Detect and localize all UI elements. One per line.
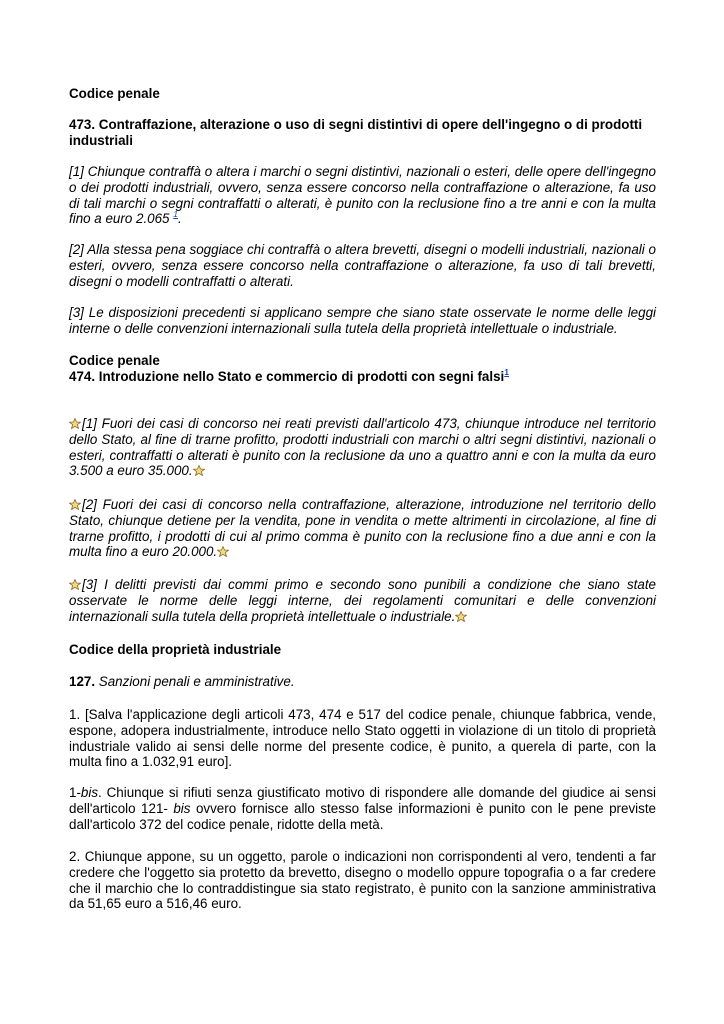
paragraph: 1. [Salva l'applicazione degli articoli 473, 474 e 517 del codice penale, chiunque fabbrica, vende, espone, adopera industrialmente, introduce nello Stato oggetti in violazione di un titolo di proprietà industriale valido ai sensi delle norme del presente codice, è punito, a querela di parte, con la multa fino a 1.032,91 euro].	[69, 707, 656, 770]
paragraph: [1] Fuori dei casi di concorso nei reati previsti dall'articolo 473, chiunque introduce nel territorio dello Stato, al fine di trarne profitto, prodotti industriali con marchi o altri segni distintivi, nazionali o esteri, contraffatti o alterati è punito con la reclusione da uno a quattro anni e con la multa da euro 3.500 a euro 35.000.	[69, 416, 656, 479]
article-title: 473. Contraffazione, alterazione o uso di segni distintivi di opere dell'ingegno o di prodotti industriali	[69, 117, 643, 148]
article-title: 474. Introduzione nello Stato e commercio di prodotti con segni falsi$^1$	[69, 367, 509, 384]
paragraph: 1-bis. Chiunque si rifiuti senza giustificato motivo di rispondere alle domande del giudice ai sensi dell'articolo 121- bis ovvero fornisce allo stesso false informazioni è punito con le pene previste dall'articolo 372 del codice penale, ridotte della metà.	[69, 785, 656, 832]
paragraph: [2] Fuori dei casi di concorso nella contraffazione, alterazione, introduzione nel territorio dello Stato, chiunque detiene per la vendita, pone in vendita o mette altrimenti in circolazione, al fine di trarne profitto, i prodotti di cui al primo comma è punito con la reclusione fino a due anni e con la multa fino a euro 20.000.	[69, 497, 656, 560]
star-icon	[69, 418, 81, 429]
star-icon	[69, 499, 81, 510]
footnote-link[interactable]: 1	[173, 209, 178, 220]
star-icon	[455, 611, 467, 622]
paragraph: [2] Alla stessa pena soggiace chi contraffà o altera brevetti, disegni o modelli industriali, nazionali o esteri, ovvero, senza essere concorso nella contraffazione o alterazione, fa uso di tali brevetti, disegni o modelli contraffatti o alterati.	[69, 242, 656, 289]
star-icon	[193, 465, 205, 476]
paragraph: [3] Le disposizioni precedenti si applicano sempre che siano state osservate le norme delle leggi interne o delle convenzioni internazionali sulla tutela della proprietà intellettuale o industriale.	[69, 305, 656, 336]
paragraph: [1] Chiunque contraffà o altera i marchi o segni distintivi, nazionali o esteri, delle opere dell'ingegno o dei prodotti industriali, ovvero, senza essere concorso nella contraffazione o alterazione, fa uso di tali marchi o segni contraffatti o alterati, è punito con la reclusione fino a tre anni e con la multa fino a euro 2.065 $^1$.	[69, 164, 656, 227]
paragraph: [3] I delitti previsti dai commi primo e secondo sono punibili a condizione che siano state osservate le norme delle leggi interne, dei regolamenti comunitari e delle convenzioni internazionali sulla tutela della proprietà intellettuale o industriale.	[69, 577, 656, 624]
article-title: 127. Sanzioni penali e amministrative.	[69, 674, 295, 689]
footnote-link[interactable]: 1	[504, 367, 509, 377]
section-heading: Codice della proprietà industriale	[69, 642, 282, 657]
section-heading: Codice penale	[69, 86, 160, 101]
star-icon	[217, 546, 229, 557]
paragraph: 2. Chiunque appone, su un oggetto, parole o indicazioni non corrispondenti al vero, tendenti a far credere che l'oggetto sia protetto da brevetto, disegno o modello oppure topografia o a far credere che il marchio che lo contraddistingue sia stato registrato, è punito con la sanzione amministrativa da 51,65 euro a 516,46 euro.	[69, 849, 656, 912]
star-icon	[69, 579, 81, 590]
section-heading: Codice penale	[69, 353, 160, 368]
